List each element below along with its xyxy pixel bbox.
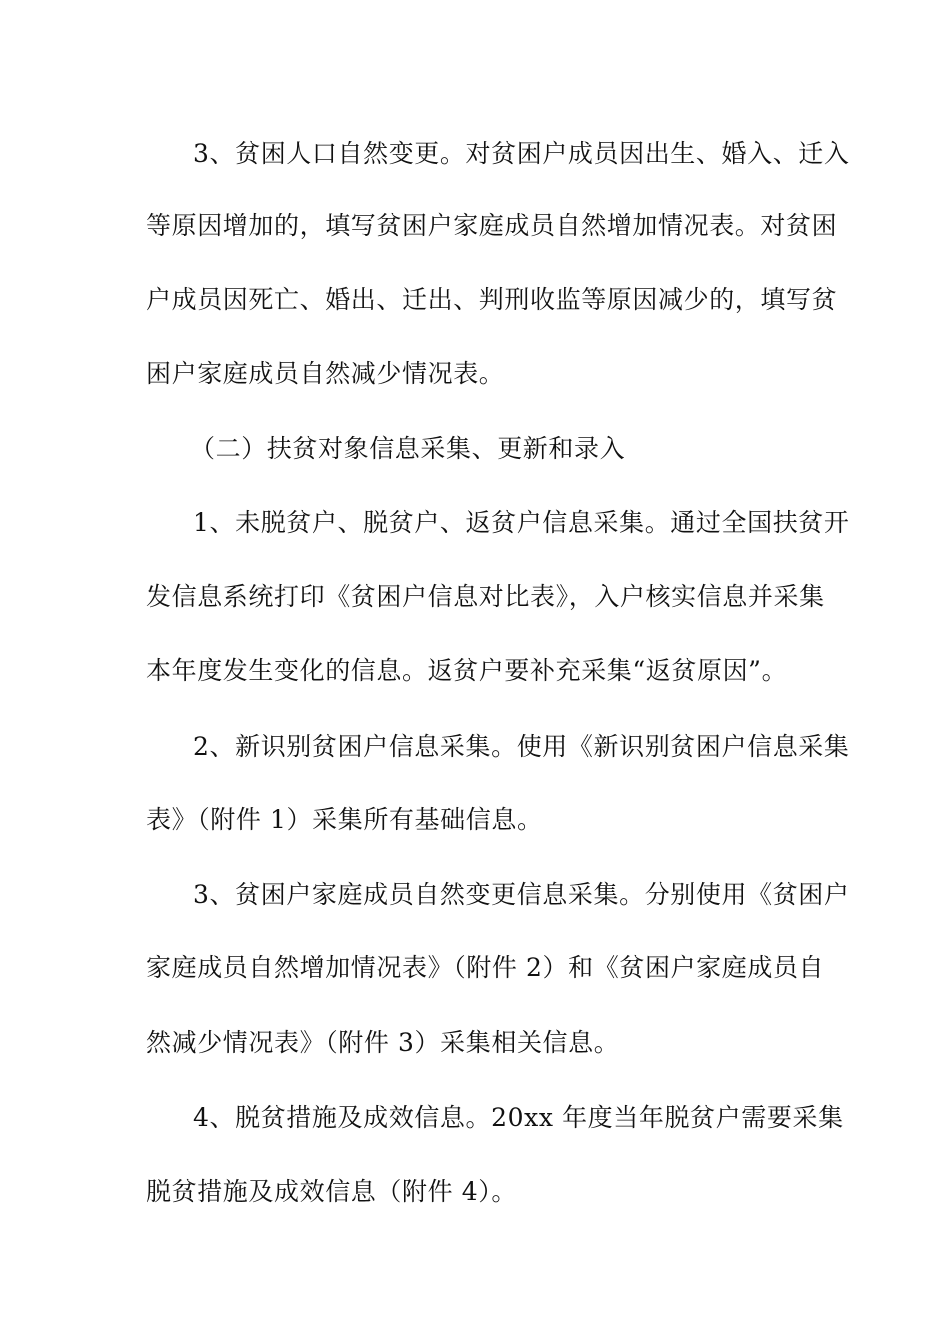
paragraph-1-line-4: 困户家庭成员自然减少情况表。 — [146, 359, 505, 388]
section-heading: （二）扶贫对象信息采集、更新和录入 — [190, 434, 626, 463]
paragraph-1-line-1: 3、贫困人口自然变更。对贫困户成员因出生、婚入、迁入 — [193, 139, 850, 168]
paragraph-6-line-2: 脱贫措施及成效信息（附件 4）。 — [146, 1177, 517, 1206]
paragraph-3-line-2: 发信息系统打印《贫困户信息对比表》，入户核实信息并采集 — [146, 582, 825, 611]
paragraph-1-line-2: 等原因增加的，填写贫困户家庭成员自然增加情况表。对贫困 — [146, 211, 838, 240]
paragraph-5-line-3: 然减少情况表》（附件 3）采集相关信息。 — [146, 1028, 620, 1057]
paragraph-4-line-2: 表》（附件 1）采集所有基础信息。 — [146, 805, 543, 834]
paragraph-5-line-1: 3、贫困户家庭成员自然变更信息采集。分别使用《贫困户 — [193, 880, 850, 909]
paragraph-1-line-3: 户成员因死亡、婚出、迁出、判刑收监等原因减少的，填写贫 — [146, 285, 838, 314]
paragraph-3-line-1: 1、未脱贫户、脱贫户、返贫户信息采集。通过全国扶贫开 — [193, 508, 850, 537]
paragraph-4-line-1: 2、新识别贫困户信息采集。使用《新识别贫困户信息采集 — [193, 732, 850, 761]
paragraph-5-line-2: 家庭成员自然增加情况表》（附件 2）和《贫困户家庭成员自 — [146, 953, 825, 982]
paragraph-6-line-1: 4、脱贫措施及成效信息。20xx 年度当年脱贫户需要采集 — [193, 1103, 844, 1132]
paragraph-3-line-3: 本年度发生变化的信息。返贫户要补充采集“返贫原因”。 — [146, 656, 788, 685]
